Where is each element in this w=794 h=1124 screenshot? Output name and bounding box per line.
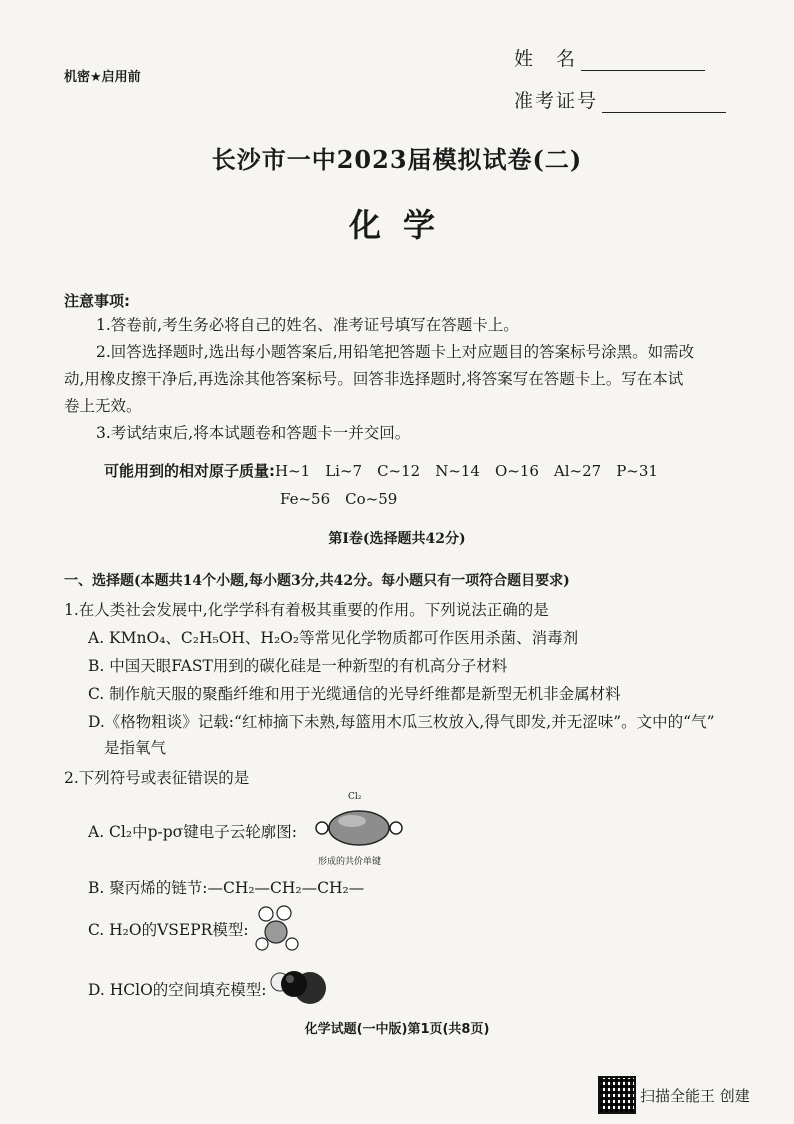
q2-option-d: D. HClO的空间填充模型: (88, 981, 267, 999)
exam-number-label: 准考证号 (514, 90, 599, 112)
atomic-mass-label: 可能用到的相对原子质量: (104, 462, 275, 480)
q1-option-d-line2: 是指氧气 (104, 739, 167, 757)
name-field (514, 44, 705, 71)
notice-item-2c: 卷上无效。 (64, 397, 142, 415)
exam-title: 长沙市一中2023届模拟试卷(二) (211, 145, 583, 174)
section-title: 第Ⅰ卷(选择题共42分) (328, 531, 466, 547)
exam-number-blank (602, 92, 726, 113)
q2-a-molecule-label: Cl₂ (348, 792, 362, 802)
notice-body (64, 312, 724, 447)
q1-option-b: B. 中国天眼FAST用到的碳化硅是一种新型的有机高分子材料 (88, 657, 508, 675)
part-heading: 一、选择题(本题共14个小题,每小题3分,共42分。每小题只有一项符合题目要求) (64, 573, 570, 589)
name-blank (581, 50, 705, 71)
q1-stem: 1.在人类社会发展中,化学学科有着极其重要的作用。下列说法正确的是 (64, 601, 549, 619)
atomic-mass-values-2: Fe~56 Co~59 (280, 490, 398, 508)
subject-title: 化学 (348, 206, 457, 244)
atomic-mass-values-1: H~1 Li~7 C~12 N~14 O~16 Al~27 P~31 (275, 462, 658, 480)
q1-option-c: C. 制作航天服的聚酯纤维和用于光缆通信的光导纤维都是新型无机非金属材料 (88, 685, 621, 703)
notice-heading: 注意事项: (64, 292, 130, 310)
q2-stem: 2.下列符号或表征错误的是 (64, 769, 250, 787)
atomic-mass-line-1 (104, 460, 658, 481)
sigma-bond-orbital-icon (312, 806, 406, 850)
q2-option-b: B. 聚丙烯的链节:—CH₂—CH₂—CH₂— (88, 879, 365, 897)
notice-item-2b: 动,用橡皮擦干净后,再选涂其他答案标号。回答非选择题时,将答案写在答题卡上。写在本试 (64, 370, 684, 388)
page-footer: 化学试题(一中版)第1页(共8页) (304, 1022, 490, 1037)
name-label: 姓 名 (514, 48, 578, 70)
scanner-watermark: 扫描全能王 创建 (640, 1087, 750, 1105)
q1-option-a: A. KMnO₄、C₂H₅OH、H₂O₂等常见化学物质都可作医用杀菌、消毒剂 (88, 629, 579, 647)
q2-option-a: A. Cl₂中p-pσ键电子云轮廓图: (88, 823, 297, 841)
q1-option-d-line1: D.《格物粗谈》记载:“红柿摘下未熟,每篮用木瓜三枚放入,得气即发,并无涩味”。文中的“气” (88, 713, 715, 731)
notice-item-1: 1.答卷前,考生务必将自己的姓名、准考证号填写在答题卡上。 (96, 316, 519, 334)
vsepr-model-icon (252, 904, 302, 952)
exam-number-field (514, 86, 726, 113)
q2-a-caption: 形成的共价单键 (318, 857, 382, 867)
qr-code-icon (598, 1076, 636, 1114)
q2-option-c: C. H₂O的VSEPR模型: (88, 921, 249, 939)
confidential-label: 机密★启用前 (64, 70, 141, 85)
notice-item-3: 3.考试结束后,将本试题卷和答题卡一并交回。 (96, 424, 411, 442)
space-filling-model-icon (266, 962, 328, 1010)
notice-item-2a: 2.回答选择题时,选出每小题答案后,用铅笔把答题卡上对应题目的答案标号涂黑。如需改 (96, 343, 695, 361)
